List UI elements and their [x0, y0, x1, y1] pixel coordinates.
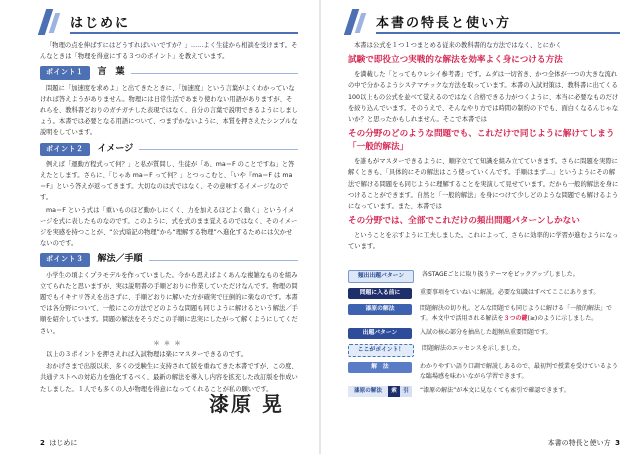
- legend-tag: 出題パターン: [348, 328, 412, 339]
- right-page-title: 本書の特長と使い方: [376, 12, 620, 34]
- footer-label: 本書の特長と使い方: [547, 439, 611, 447]
- feature-legend: [348, 270, 620, 402]
- page-number: 2: [40, 439, 45, 447]
- right-paragraph-1: を満載した「とってもウレシイ参考書」です。ムダは一切省き、かつ全体が一つの大きな流れの中で分かるようシステマチックな方法を取っています。本書の入試対策は、教科書に出てくる100以上もの公式を並べて覚えるのではなく合格できる力がつくように、本当に必要なものだけを絞り込んでいます。そのうえで、そんなやり方では時間の制約の下でも、面白くなるんじゃないか？と思ったかもしれません。そこで本書では: [348, 71, 619, 124]
- legend-desc-part: 問題解決の切り札。どんな問題でも同じように解ける「一般的解法」です。本文中で活用される解法を: [420, 305, 613, 322]
- author-signature: 漆原 晃: [209, 391, 284, 416]
- point-1-paragraph: 問題に「加速度を求めよ」と出てきたときに、「加速度」という言葉がよくわかっていなければ答えようがありません。物理には日常生活であまり使わない用語がありますが、それらを、教科書どおりのガチガチした表現ではなく、自分の言葉で説明できるようにしましょう。本書では必要となる用語について、つまずかないように、本質を押さえたシンプルな説明をしています。: [40, 84, 298, 137]
- intro-paragraph: 「物理の点を伸ばすにはどうすればいいですか？」……よく生徒から相談を受けます。そんなときは「物理を得意にする３つのポイント」を教えています。: [40, 42, 298, 61]
- legend-row: [348, 386, 620, 397]
- legend-row: [348, 344, 620, 357]
- point-2-paragraph-2: ma＝F という式は「重いものほど動かしにくく、力を加えるほどよく動く」というイメージを式に表したものなのです。このように、式を式のまま覚えるのではなく、そのイメージを実感を持つことが、“公式暗記の物理”から“理解する物理”へ進化するためには欠かせないのです。: [40, 206, 298, 248]
- heading-rule: [131, 73, 298, 74]
- point-2-paragraph-1: 例えば「運動方程式って何？」と私が質問し、生徒が「あ、ma＝F のことですね」と答えたとします。さらに、「じゃあ ma＝F って何？」とつっこむと、「いや『ma＝F は ma＝F』という答えが返ってきます。大切なのは式ではなく、その意味するイメージなのです。: [40, 160, 295, 202]
- point-title: 言 葉: [97, 67, 125, 78]
- legend-index-tag: [348, 386, 412, 397]
- point-title: 解法／手順: [97, 254, 143, 265]
- legend-row: [348, 304, 620, 323]
- legend-desc-part: (≥)のように示しました。: [527, 314, 598, 322]
- legend-tag-part: 漆原の解法: [348, 386, 388, 397]
- key-emphasis: ３つの鍵: [503, 314, 528, 322]
- highlight-1: 試験で即役立つ実戦的な解法を効率よく身につける方法: [348, 55, 563, 66]
- legend-tag: 漆原の解法: [348, 304, 412, 315]
- legend-description: 各STAGEごとに取り扱うテーマをピックアップしました。: [422, 271, 579, 278]
- right-footer: [548, 438, 620, 448]
- legend-row: [348, 362, 620, 381]
- legend-description: 問題解法のエッセンスを示しました。: [422, 345, 524, 352]
- page-number: 3: [615, 439, 620, 447]
- right-body: [348, 40, 620, 254]
- right-header: [346, 8, 620, 38]
- point-3-heading: [40, 253, 298, 266]
- legend-description: “漆原の解法”が本文に見なくても索引で確認できます。: [420, 387, 570, 394]
- left-footer: [40, 438, 77, 448]
- legend-tag: 頻出出題パターン: [348, 270, 414, 283]
- legend-description: 入試の核心部分を抽出した超頻出重要問題です。: [420, 329, 552, 336]
- right-paragraph-2: を誰もがマスターできるように、順序立てて知識を組み立てていきます。さらに問題を実際に解くときも、「具体的にその解法はこう使っていくんです。手順はまず…」というようにその解法で解ける問題をも同じように理解することを実演して見せています。だから一般的解法を身につけることができます。自然と「一般的解法」を身につけて少しどのような問題でも解けるようになっています。また、本書では: [348, 158, 619, 211]
- closing-paragraph-2: おかげさまで出版以来、多くの受験生に支持されて版を重ねてきた本書ですが、この度、共通テストへの対応力を強化するべく、最新の解法を導入し内容を拡充した改訂版を作成いたしました。１人でも多くの人が物理を得意になってくれることが私の願いです。: [40, 363, 298, 393]
- left-body: [40, 40, 298, 416]
- legend-description: [420, 304, 620, 323]
- right-intro: 本書は公式を１つ１つまとめる従来の教科書的な方法ではなく、とにかく: [354, 42, 562, 49]
- point-badge: ポイント２: [40, 143, 90, 156]
- section-separator: ＊＊＊: [153, 338, 185, 347]
- left-page-title: はじめに: [70, 12, 298, 34]
- point-1-heading: [40, 66, 298, 79]
- legend-tag: ここがポイント！: [348, 344, 414, 357]
- legend-tag: 問題に入る前に: [348, 288, 412, 299]
- right-paragraph-3: ということを示すように工夫しました。これによって、さらに効率的に学習が進むようになっています。: [348, 232, 619, 251]
- closing-paragraph-1: 以上の３ポイントを押さえれば入試物理は楽にマスターできるのです。: [46, 351, 247, 359]
- heading-rule: [139, 149, 298, 150]
- heading-rule: [149, 260, 298, 261]
- legend-row: [348, 288, 620, 299]
- left-header: [40, 8, 298, 38]
- legend-description: わかりやすい語り口調で解説しあるので、最初判で授業を受けているような臨場感を味わいながら学習できます。: [420, 363, 618, 380]
- legend-tag: 解 法: [348, 362, 412, 373]
- point-badge: ポイント３: [40, 253, 90, 266]
- legend-row: [348, 270, 620, 283]
- header-stripe-icon: [346, 9, 368, 37]
- legend-tag-part: 引: [400, 386, 412, 397]
- legend-row: [348, 328, 620, 339]
- legend-tag-part: 索: [388, 386, 400, 397]
- point-title: イメージ: [97, 143, 134, 154]
- legend-description: 重要事項をていねいに解説。必要な知識はすべてここにあります。: [420, 289, 600, 296]
- header-stripe-icon: [40, 9, 62, 37]
- point-2-heading: [40, 143, 298, 156]
- highlight-2: その分野のどのような問題でも、これだけで同じように解けてしまう「一般的解法」: [348, 129, 615, 153]
- point-3-paragraph: 小学生の頃よくプラモデルを作っていました。今から思えばよくあんな複雑なものを組み立てられたと思いますが、実は説明書の手順どおりに作業していただけなんです。物理の問題でもイキナリ答えを出さずに、手順どおりに解いた方が確実で圧倒的に楽なのです。本書では各分野について、一般にこの方法でどのような問題も同じように解けるという解法／手順を紹介しています。問題の解法をそうだこの手順に忠実にしたがって解くようにしてください。: [40, 271, 298, 335]
- highlight-3: その分野では、全部でこれだけの頻出問題パターンしかない: [348, 216, 580, 227]
- book-gutter: [319, 0, 321, 454]
- footer-label: はじめに: [49, 439, 78, 447]
- point-badge: ポイント１: [40, 66, 90, 79]
